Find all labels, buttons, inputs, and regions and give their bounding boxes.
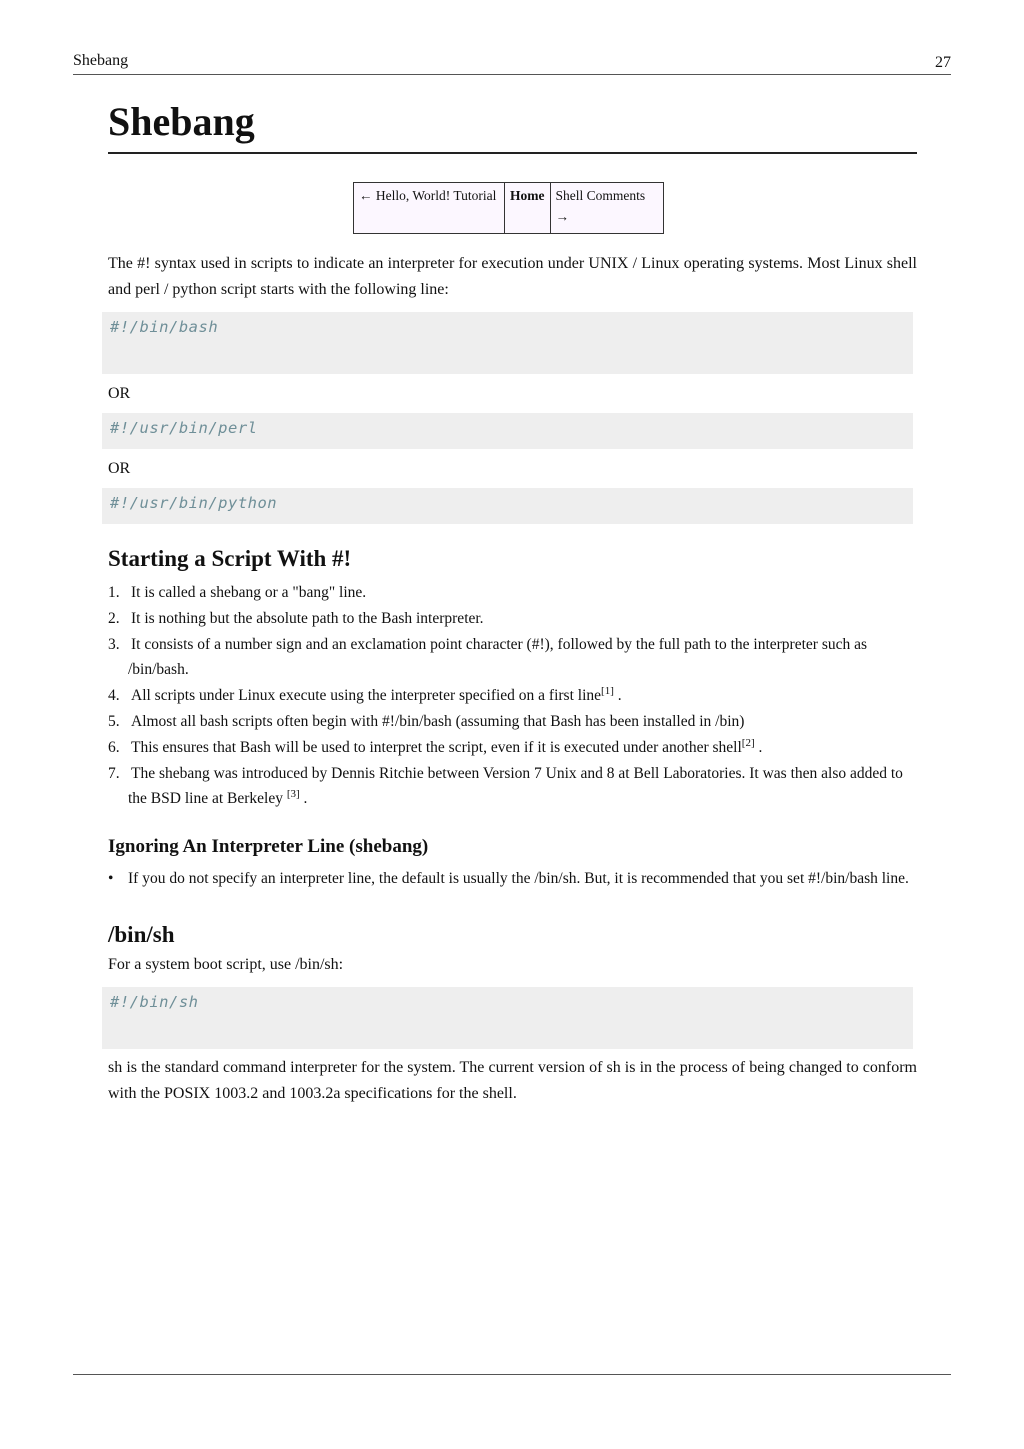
- nav-home-link[interactable]: Home: [505, 183, 551, 234]
- footnote-ref[interactable]: [3]: [286, 788, 300, 801]
- page-content: [108, 98, 917, 1107]
- nav-next-link[interactable]: Shell Comments →: [550, 183, 663, 234]
- or-separator: OR: [108, 385, 131, 402]
- intro-paragraph: The #! syntax used in scripts to indicate an interpreter for execution under UNIX / Linux operating systems. Most Linux shell and perl / python script starts with the following line:: [108, 255, 917, 298]
- section-heading-ignoring: Ignoring An Interpreter Line (shebang): [108, 836, 429, 858]
- or-separator: OR: [108, 460, 131, 477]
- running-title: Shebang: [73, 52, 129, 69]
- code-block-python: #!/usr/bin/python: [102, 488, 913, 524]
- footer-rule: [73, 1374, 951, 1375]
- numbered-list: [108, 580, 917, 812]
- binsh-body: sh is the standard command interpreter for the system. The current version of sh is in the process of being changed to conform with the POSIX 1003.2 and 1003.2a specifications for the shell.: [108, 1059, 917, 1103]
- running-header: [73, 50, 951, 75]
- footnote-ref[interactable]: [1]: [601, 685, 614, 698]
- list-item: • If you do not specify an interpreter line, the default is usually the /bin/sh. But, it is recommended that you set #!/bin/bash line.: [108, 866, 917, 892]
- section-heading-starting: Starting a Script With #!: [108, 546, 352, 571]
- bullet-marker: •: [108, 870, 114, 888]
- list-item: 6. This ensures that Bash will be used to interpret the script, even if it is executed under another shell[2] .: [108, 736, 763, 756]
- page-title: Shebang: [108, 98, 917, 154]
- bullet-list: [108, 866, 917, 892]
- list-item: 7. The shebang was introduced by Dennis Ritchie between Version 7 Unix and 8 at Bell Laboratories. It was then also added to the BSD line at Berkeley [3] .: [108, 764, 903, 808]
- list-item: 2. It is nothing but the absolute path to the Bash interpreter.: [108, 609, 484, 627]
- list-item: 1. It is called a shebang or a "bang" line.: [108, 584, 367, 601]
- code-block-sh: #!/bin/sh: [102, 987, 913, 1049]
- code-block-bash: #!/bin/bash: [102, 312, 913, 374]
- list-item: 5. Almost all bash scripts often begin with #!/bin/bash (assuming that Bash has been installed in /bin): [108, 712, 745, 730]
- list-item: 3. It consists of a number sign and an exclamation point character (#!), followed by the full path to the interpreter such as /bin/bash.: [108, 635, 868, 679]
- binsh-intro: For a system boot script, use /bin/sh:: [108, 956, 344, 974]
- section-heading-binsh: /bin/sh: [108, 922, 175, 948]
- nav-prev-link[interactable]: ← Hello, World! Tutorial: [354, 183, 505, 234]
- code-block-perl: #!/usr/bin/perl: [102, 413, 913, 449]
- page-number: 27: [935, 54, 951, 71]
- navigation-table: [353, 182, 664, 234]
- list-item: 4. All scripts under Linux execute using the interpreter specified on a first line[1] .: [108, 685, 622, 705]
- footnote-ref[interactable]: [2]: [741, 736, 755, 749]
